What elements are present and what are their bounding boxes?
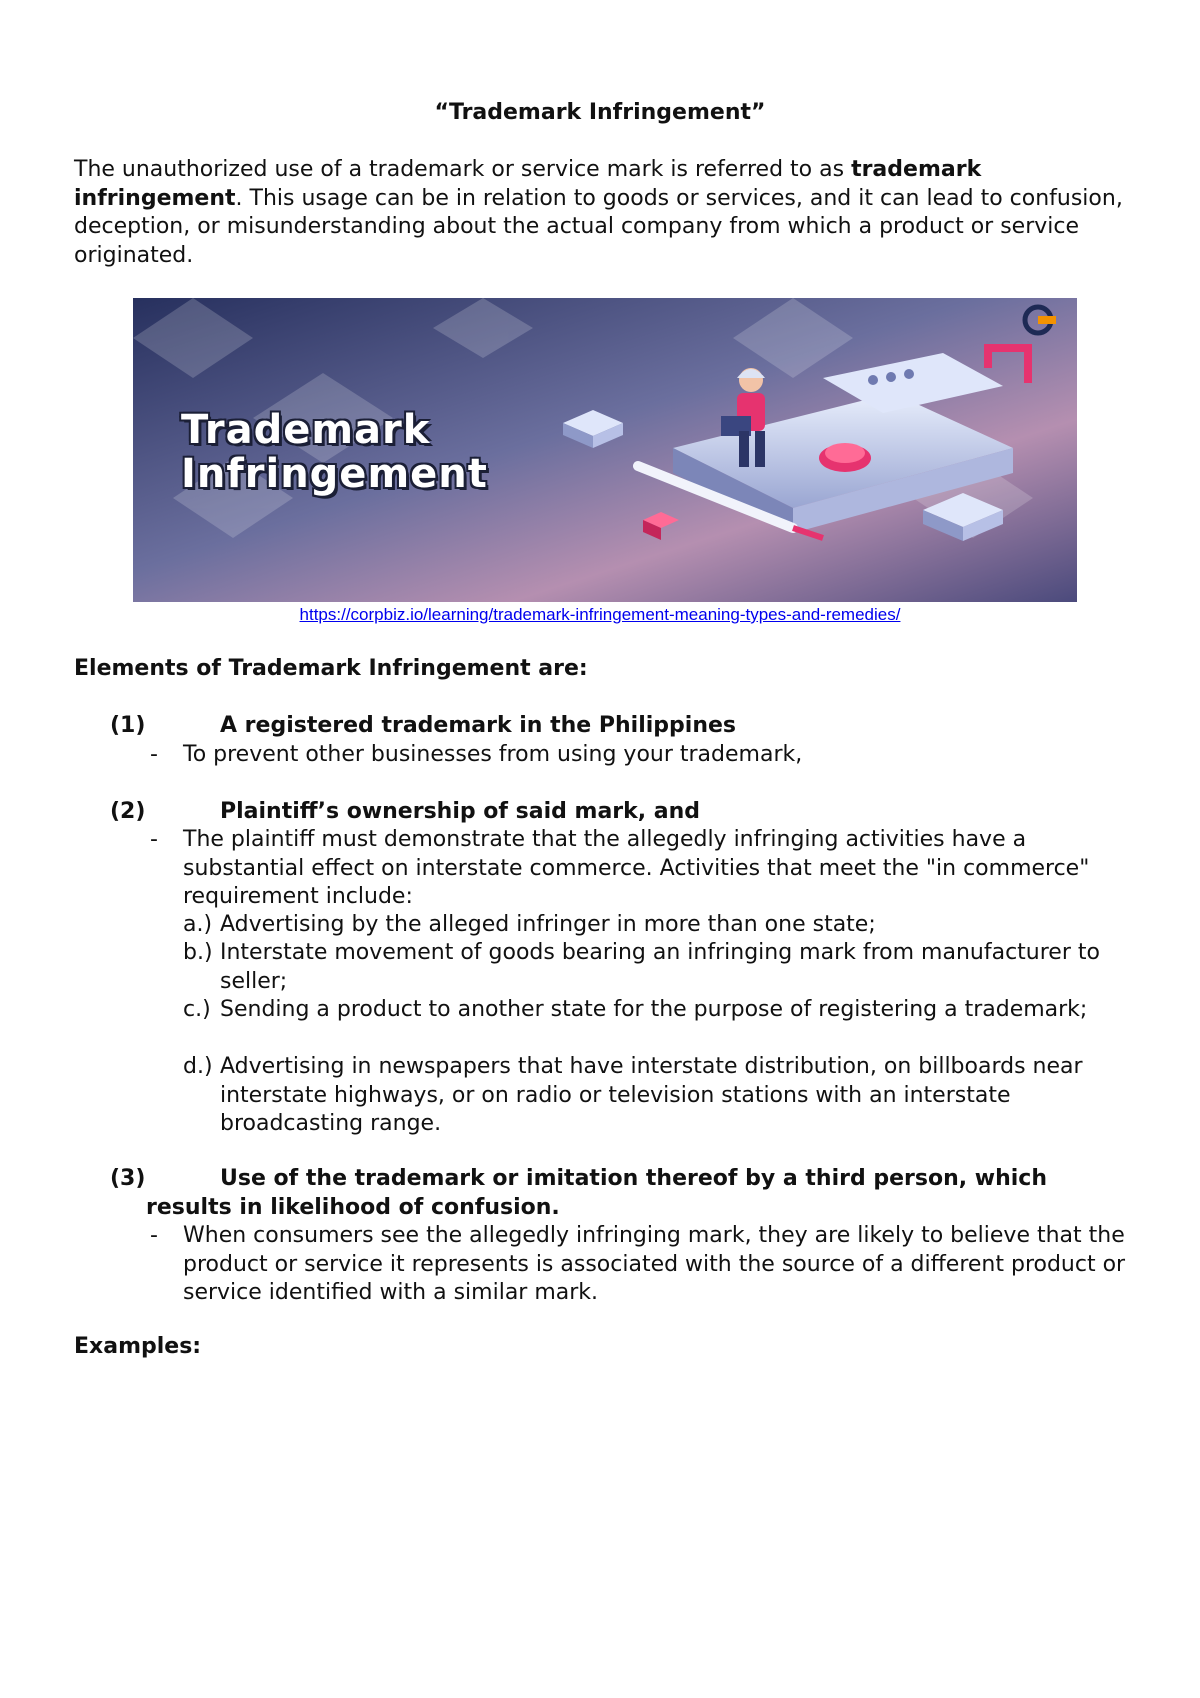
element-3-note-text: When consumers see the allegedly infringing mark, they are likely to believe that the product or service it represents is associated with the source of a different product or service identified with a similar mark. — [183, 1223, 1126, 1305]
subitem-marker: a.) — [183, 912, 213, 937]
element-3-number: (3) — [110, 1166, 146, 1191]
banner-image — [133, 298, 1077, 602]
element-2-note-text: The plaintiff must demonstrate that the allegedly infringing activities have a substantial effect on interstate commerce. Activities that meet the "in commerce" requirement include: — [183, 827, 1090, 909]
subitem-marker: d.) — [183, 1054, 213, 1079]
subitem-text: Sending a product to another state for the purpose of registering a trademark; — [220, 997, 1088, 1022]
subitem-marker: c.) — [183, 997, 211, 1022]
source-link-row — [0, 604, 1200, 626]
intro-text-end: . This usage can be in relation to goods or services, and it can lead to confusion, deception, or misunderstanding about the actual company from which a product or service originated. — [74, 185, 1123, 268]
dash-bullet: - — [150, 742, 158, 767]
source-link[interactable]: https://corpbiz.io/learning/trademark-infringement-meaning-types-and-remedies/ — [299, 605, 901, 624]
element-3-heading — [110, 1165, 1140, 1223]
document-title: “Trademark Infringement” — [434, 100, 766, 125]
element-1-note-text: To prevent other businesses from using your trademark, — [183, 742, 803, 767]
intro-text-start: The unauthorized use of a trademark or service mark is referred to as — [74, 157, 852, 182]
element-2-number: (2) — [110, 799, 146, 824]
subitem-text: Interstate movement of goods bearing an infringing mark from manufacturer to seller; — [220, 940, 1100, 994]
banner-line-2: Infringement — [181, 451, 488, 497]
examples-heading: Examples: — [74, 1334, 202, 1359]
dash-bullet: - — [150, 827, 158, 852]
element-2-note — [150, 826, 1140, 912]
element-2-title: Plaintiff’s ownership of said mark, and — [220, 799, 701, 824]
subitem-text: Advertising by the alleged infringer in more than one state; — [220, 912, 876, 937]
element-3-note — [150, 1222, 1140, 1308]
element-1-note — [150, 741, 1140, 771]
intro-paragraph — [74, 156, 1134, 270]
element-3-title-line-1: Use of the trademark or imitation thereof by a third person, which — [220, 1166, 1047, 1191]
subitem-marker: b.) — [183, 940, 213, 965]
subitem-text: Advertising in newspapers that have interstate distribution, on billboards near interstate highways, or on radio or television stations with an interstate broadcasting range. — [220, 1054, 1083, 1136]
banner-heading — [181, 408, 488, 496]
dash-bullet: - — [150, 1223, 158, 1248]
banner-line-1: Trademark — [181, 407, 431, 453]
elements-heading: Elements of Trademark Infringement are: — [74, 656, 588, 681]
element-1-title: A registered trademark in the Philippines — [220, 713, 736, 738]
intro-bold-term: trademark infringement — [74, 157, 982, 211]
element-1-number: (1) — [110, 713, 146, 738]
element-3-title-line-2: results in likelihood of confusion. — [146, 1194, 560, 1220]
